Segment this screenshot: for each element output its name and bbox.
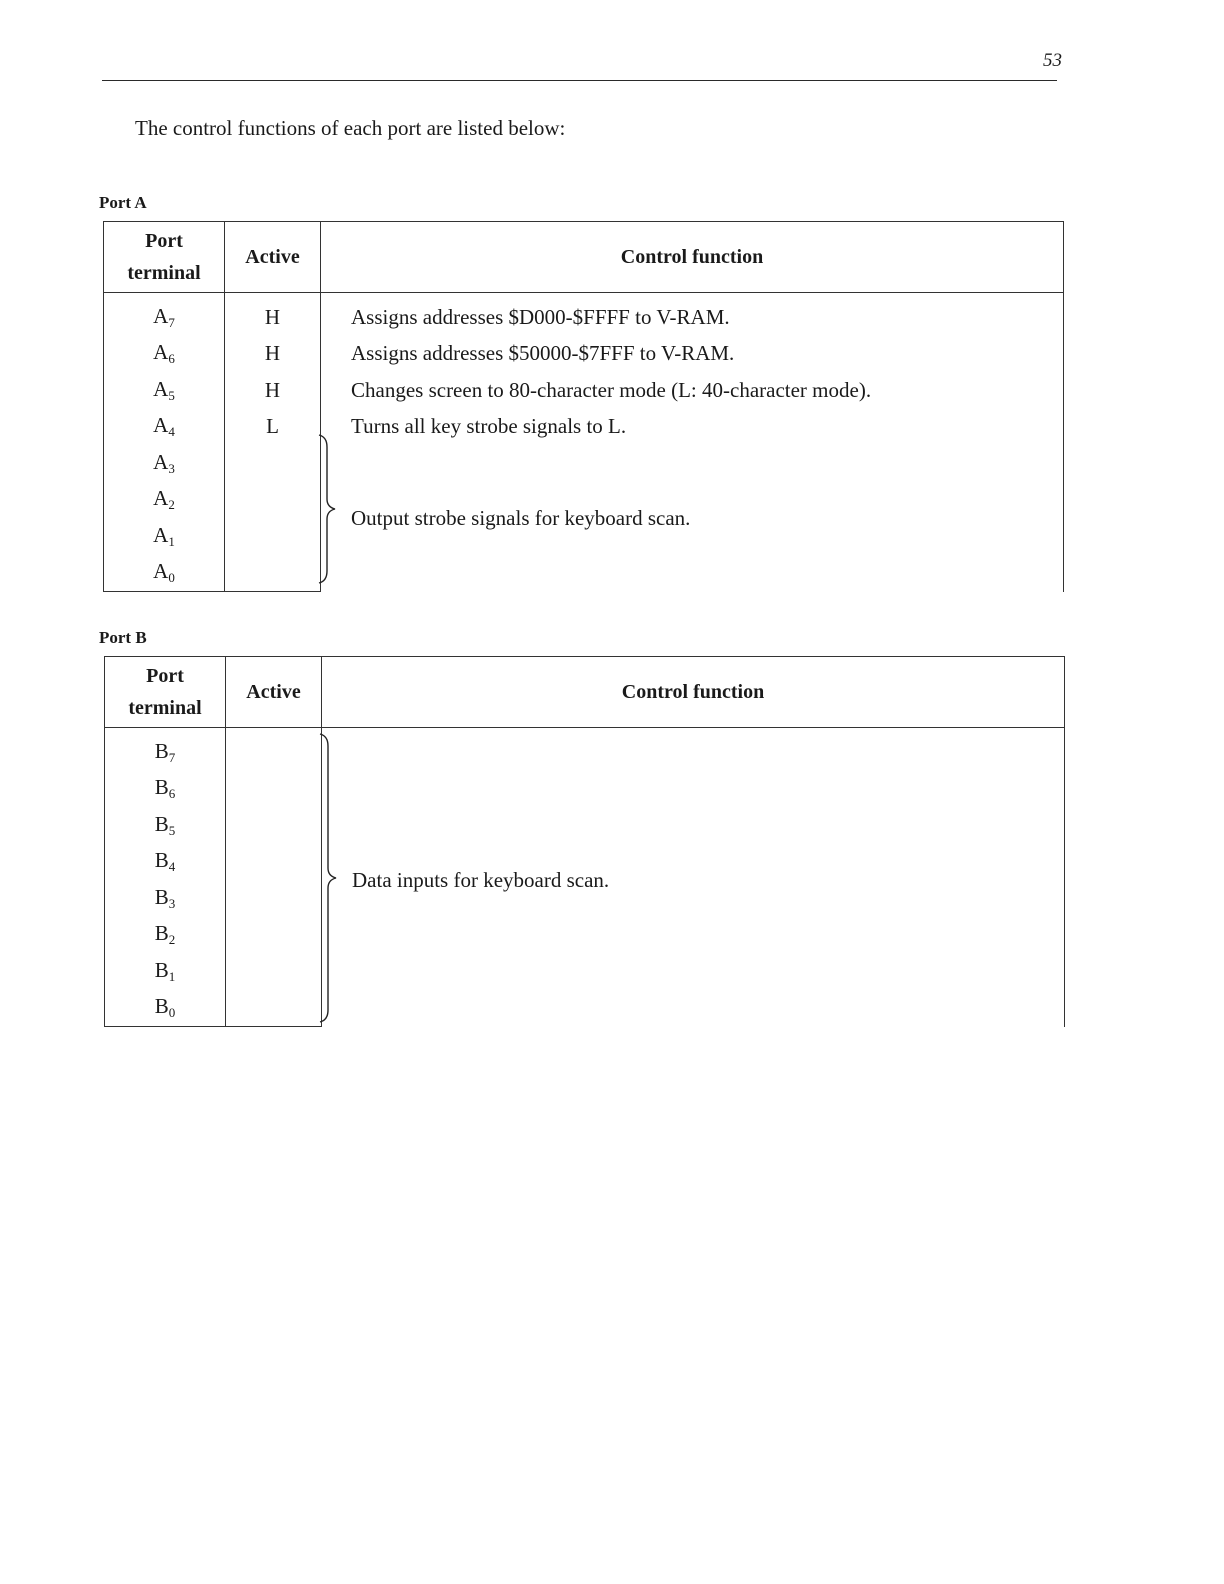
table-header-row (105, 657, 1065, 728)
header-active: Active (225, 222, 321, 293)
intro-text: The control functions of each port are listed below: (135, 116, 566, 140)
port-terminal-cell: $A_0$ (104, 555, 225, 592)
header-port-terminal-line2: terminal (128, 697, 202, 719)
curly-brace-icon (318, 732, 342, 1024)
active-level-cell (225, 445, 321, 482)
active-level-cell (226, 917, 322, 954)
port-terminal-cell: $A_4$ (104, 409, 225, 446)
port-terminal-cell: $A_3$ (104, 445, 225, 482)
header-port-terminal (105, 657, 226, 728)
control-function-cell: Turns all key strobe signals to L. (321, 409, 1064, 446)
active-level-cell: H (225, 336, 321, 373)
control-function-cell: Assigns addresses $D000-$FFFF to V-RAM. (321, 293, 1064, 336)
port-terminal-cell: $B_1$ (105, 953, 226, 990)
control-function-cell: Assigns addresses $50000-$7FFF to V-RAM. (321, 336, 1064, 373)
port-terminal-cell: $B_6$ (105, 771, 226, 808)
port-b-title: Port B (99, 628, 147, 647)
header-port-terminal-line1: Port (145, 230, 183, 252)
active-level-cell: H (225, 293, 321, 336)
active-level-cell (226, 844, 322, 881)
active-level-cell (226, 771, 322, 808)
port-terminal-cell: $B_5$ (105, 807, 226, 844)
port-terminal-cell: $B_4$ (105, 844, 226, 881)
port-terminal-cell: $B_3$ (105, 880, 226, 917)
active-level-cell (226, 880, 322, 917)
grouped-function-cell (322, 728, 1065, 1027)
header-active: Active (226, 657, 322, 728)
control-function-cell: Changes screen to 80-character mode (L: 40-character mode). (321, 372, 1064, 409)
table-row (104, 336, 1064, 373)
group-description: Data inputs for keyboard scan. (352, 867, 610, 892)
port-b-table (104, 656, 1065, 1027)
active-level-cell (226, 953, 322, 990)
header-port-terminal (104, 222, 225, 293)
table-row (104, 445, 1064, 482)
port-terminal-cell: $A_5$ (104, 372, 225, 409)
header-control-function: Control function (322, 657, 1065, 728)
port-terminal-cell: $B_2$ (105, 917, 226, 954)
port-terminal-cell: $B_7$ (105, 728, 226, 771)
header-port-terminal-line2: terminal (127, 262, 201, 284)
header-control-function: Control function (321, 222, 1064, 293)
group-description: Output strobe signals for keyboard scan. (351, 505, 691, 530)
port-a-title: Port A (99, 193, 147, 212)
active-level-cell (225, 482, 321, 519)
port-terminal-cell: $A_7$ (104, 293, 225, 336)
table-header-row (104, 222, 1064, 293)
table-row (105, 728, 1065, 771)
page-number: 53 (1043, 50, 1062, 71)
active-level-cell (225, 518, 321, 555)
active-level-cell (226, 807, 322, 844)
table-row (104, 293, 1064, 336)
table-row (104, 409, 1064, 446)
port-a-table (103, 221, 1064, 592)
active-level-cell (226, 728, 322, 771)
port-terminal-cell: $B_0$ (105, 990, 226, 1027)
header-rule (102, 80, 1057, 81)
active-level-cell: L (225, 409, 321, 446)
header-port-terminal-line1: Port (146, 665, 184, 687)
active-level-cell (225, 555, 321, 592)
curly-brace-icon (317, 433, 341, 585)
active-level-cell: H (225, 372, 321, 409)
table-row (104, 372, 1064, 409)
port-terminal-cell: $A_6$ (104, 336, 225, 373)
grouped-function-cell (321, 445, 1064, 592)
port-terminal-cell: $A_2$ (104, 482, 225, 519)
port-terminal-cell: $A_1$ (104, 518, 225, 555)
active-level-cell (226, 990, 322, 1027)
